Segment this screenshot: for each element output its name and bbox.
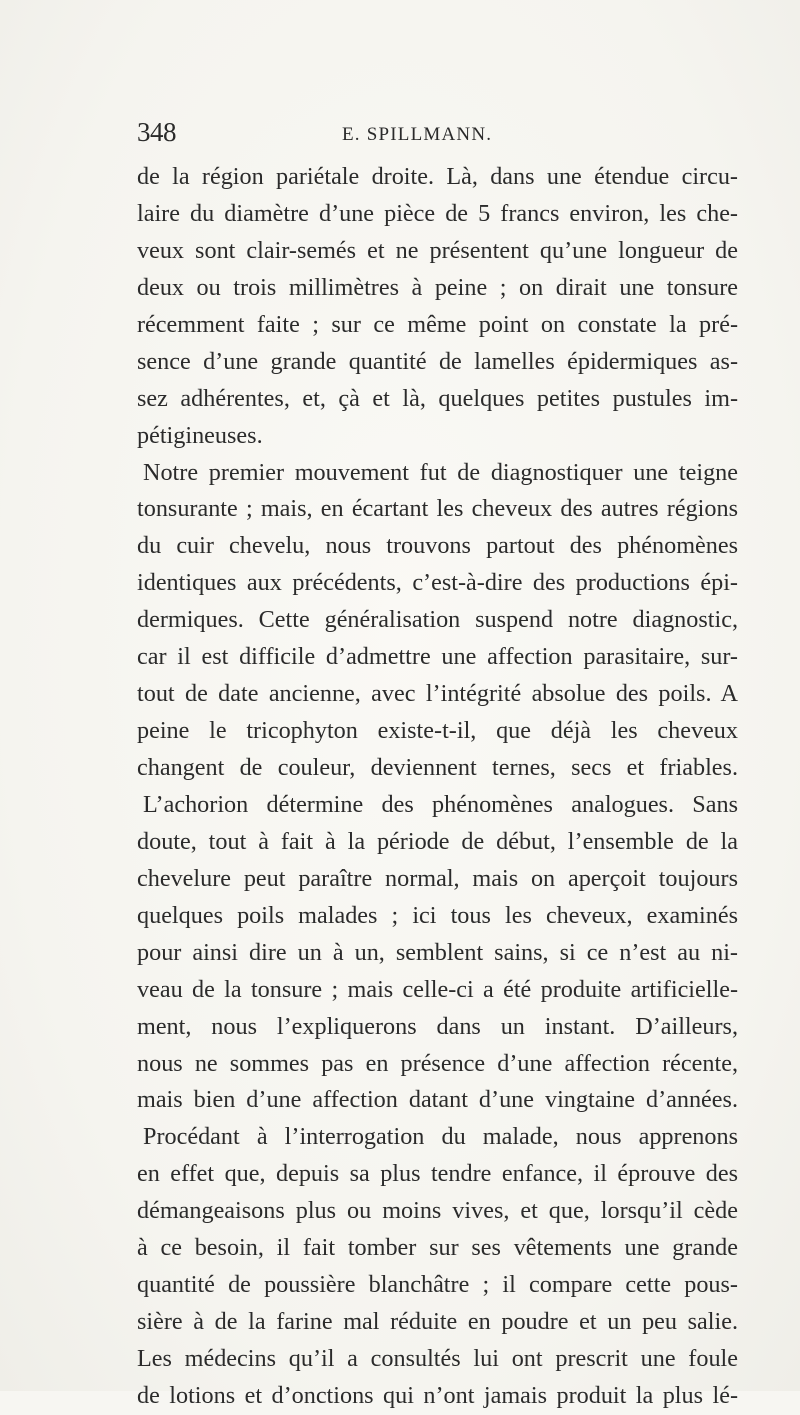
text-line: démangeaisons plus ou moins vives, et que, lorsqu’il cède <box>137 1197 738 1225</box>
text-line: récemment faite ; sur ce même point on constate la pré- <box>137 310 738 338</box>
text-line: ment, nous l’expliquerons dans un instant. D’ailleurs, <box>137 1012 738 1040</box>
text-line: laire du diamètre d’une pièce de 5 francs environ, les che- <box>137 199 738 227</box>
text-line: doute, tout à fait à la période de début, l’ensemble de la <box>137 827 738 855</box>
text-line: nous ne sommes pas en présence d’une affection récente, <box>137 1049 738 1077</box>
text-line: quantité de poussière blanchâtre ; il compare cette pous- <box>137 1271 738 1299</box>
text-line: du cuir chevelu, nous trouvons partout des phénomènes <box>137 532 738 560</box>
body-text <box>137 159 738 1415</box>
text-line: mais bien d’une affection datant d’une vingtaine d’années. <box>137 1086 738 1114</box>
text-line: de lotions et d’onctions qui n’ont jamais produit la plus lé- <box>137 1381 738 1409</box>
text-line: car il est difficile d’admettre une affection parasitaire, sur- <box>137 643 738 671</box>
text-line: sence d’une grande quantité de lamelles épidermiques as- <box>137 347 738 375</box>
text-line: Notre premier mouvement fut de diagnostiquer une teigne <box>143 458 738 486</box>
text-line: peine le tricophyton existe-t-il, que déjà les cheveux <box>137 717 738 745</box>
running-head: E. SPILLMANN. <box>342 124 493 145</box>
text-line: quelques poils malades ; ici tous les cheveux, examinés <box>137 901 738 929</box>
text-line: deux ou trois millimètres à peine ; on dirait une tonsure <box>137 273 738 301</box>
text-line: sière à de la farine mal réduite en poudre et un peu salie. <box>137 1308 738 1336</box>
text-line: L’achorion détermine des phénomènes analogues. Sans <box>143 790 738 818</box>
text-line: tout de date ancienne, avec l’intégrité absolue des poils. A <box>137 680 738 708</box>
text-line: de la région pariétale droite. Là, dans une étendue circu- <box>137 163 738 190</box>
text-line: veau de la tonsure ; mais celle-ci a été produite artificielle- <box>137 975 738 1003</box>
text-line: à ce besoin, il fait tomber sur ses vêtements une grande <box>137 1234 738 1262</box>
text-line: pour ainsi dire un à un, semblent sains, si ce n’est au ni- <box>137 938 738 966</box>
text-line: chevelure peut paraître normal, mais on aperçoit toujours <box>137 864 738 892</box>
text-line: Les médecins qu’il a consultés lui ont prescrit une foule <box>137 1345 738 1372</box>
text-line: sez adhérentes, et, çà et là, quelques petites pustules im- <box>137 384 738 412</box>
text-line: en effet que, depuis sa plus tendre enfance, il éprouve des <box>137 1160 738 1188</box>
text-line: pétigineuses. <box>137 421 263 449</box>
page-header <box>137 117 737 153</box>
text-line: tonsurante ; mais, en écartant les cheveux des autres régions <box>137 495 738 523</box>
text-line: Procédant à l’interrogation du malade, nous apprenons <box>143 1123 738 1151</box>
text-line: changent de couleur, deviennent ternes, secs et friables. <box>137 754 738 781</box>
page-number: 348 <box>137 117 176 147</box>
text-line: veux sont clair-semés et ne présentent qu’une longueur de <box>137 236 738 264</box>
text-line: dermiques. Cette généralisation suspend notre diagnostic, <box>137 606 738 634</box>
text-line: identiques aux précédents, c’est-à-dire des productions épi- <box>137 569 738 597</box>
